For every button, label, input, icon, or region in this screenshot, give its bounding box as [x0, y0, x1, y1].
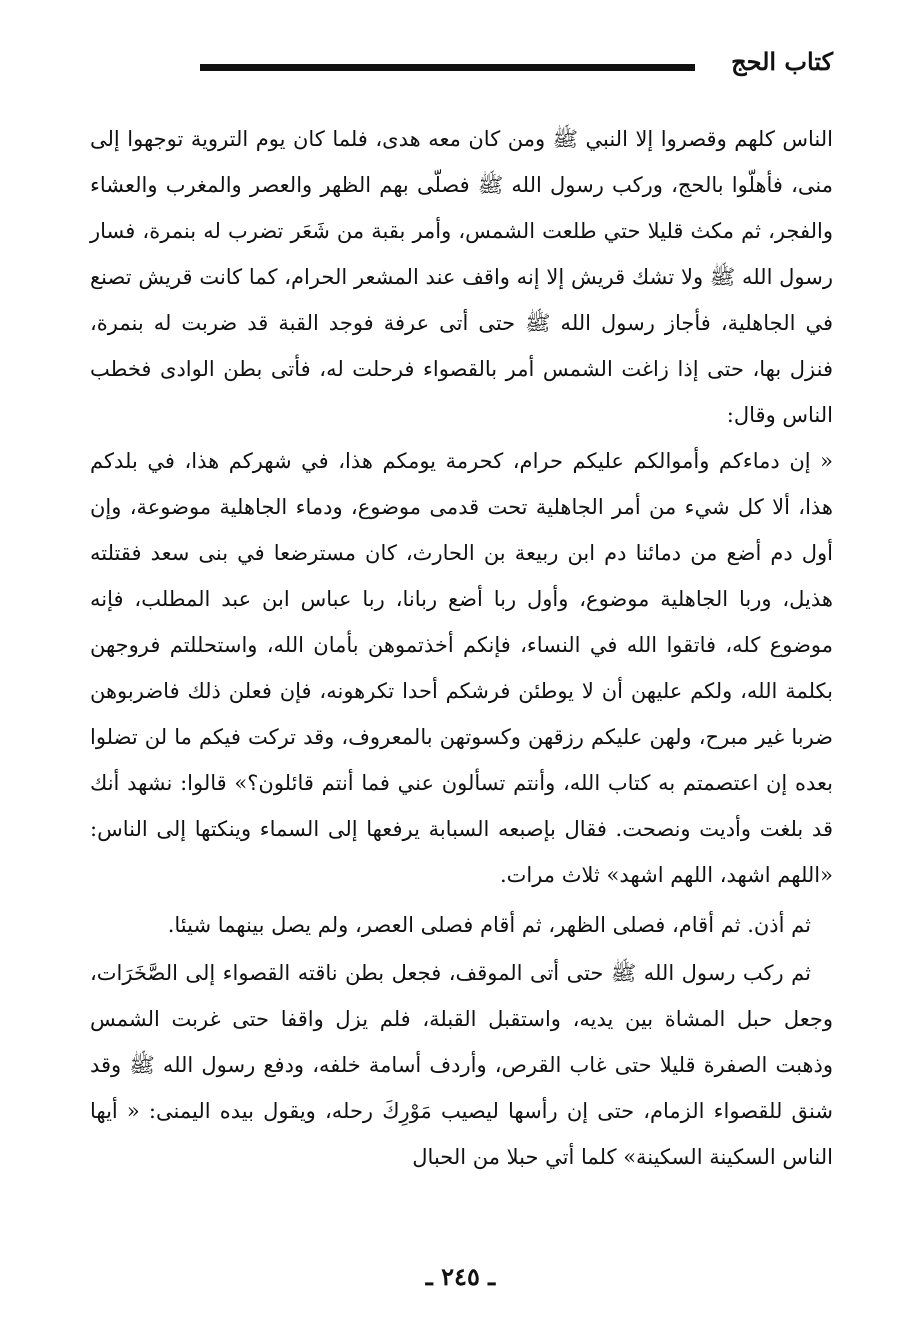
running-header [200, 40, 833, 96]
chapter-title: كتاب الحج [731, 47, 833, 76]
paragraph-hajj-narrative: الناس كلهم وقصروا إلا النبي ﷺ ومن كان معه هدى، فلما كان يوم التروية توجهوا إلى منى، فأهلّوا بالحج، وركب رسول الله ﷺ فصلّى بهم الظهر والعصر والمغرب والعشاء والفجر، ثم مكث قليلا حتي طلعت الشمس، وأمر بقبة من شَعَر تضرب له بنمرة، فسار رسول الله ﷺ ولا تشك قريش إلا إنه واقف عند المشعر الحرام، كما كانت قريش تصنع في الجاهلية، فأجاز رسول الله ﷺ حتى أتى عرفة فوجد القبة قد ضربت له بنمرة، فنزل بها، حتى إذا زاغت الشمس أمر بالقصواء فرحلت له، فأتى بطن الوادى فخطب الناس وقال: [90, 127, 833, 427]
paragraph-standing-at-arafat: ثم ركب رسول الله ﷺ حتى أتى الموقف، فجعل بطن ناقته القصواء إلى الصَّخَرَات، وجعل حبل المشاة بين يديه، واستقبل القبلة، فلم يزل واقفا حتى غربت الشمس وذهبت الصفرة قليلا حتى غاب القرص، وأردف أسامة خلفه، ودفع رسول الله ﷺ وقد شنق للقصواء الزمام، حتى إن رأسها ليصيب مَوْرِكَ رحله، ويقول بيده اليمنى: « أيها الناس السكينة السكينة» كلما أتي حبلا من الحبال [90, 961, 833, 1169]
page-number: ـ ٢٤٥ ـ [425, 1262, 496, 1291]
paragraph-farewell-sermon: « إن دماءكم وأموالكم عليكم حرام، كحرمة يومكم هذا، في شهركم هذا، في بلدكم هذا، ألا كل شيء من أمر الجاهلية تحت قدمى موضوع، ودماء الجاهلية موضوعة، وإن أول دم أضع من دمائنا دم ابن ربيعة بن الحارث، كان مسترضعا في بنى سعد فقتلته هذيل، وربا الجاهلية موضوع، وأول ربا أضع ربانا، ربا عباس ابن عبد المطلب، فإنه موضوع كله، فاتقوا الله في النساء، فإنكم أخذتموهن بأمان الله، واستحللتم فروجهن بكلمة الله، ولكم عليهن أن لا يوطئن فرشكم أحدا تكرهونه، فإن فعلن ذلك فاضربوهن ضربا غير مبرح، ولهن عليكم رزقهن وكسوتهن بالمعروف، وقد تركت فيكم ما لن تضلوا بعده إن اعتصمتم به كتاب الله، وأنتم تسألون عني فما أنتم قائلون؟» قالوا: نشهد أنك قد بلغت وأديت ونصحت. فقال بإصبعه السبابة يرفعها إلى السماء وينكتها إلى الناس: «اللهم اشهد، اللهم اشهد» ثلاث مرات. [90, 449, 833, 887]
header-rule [200, 64, 695, 71]
text-body [90, 116, 833, 1180]
paragraph-prayers: ثم أذن. ثم أقام، فصلى الظهر، ثم أقام فصلى العصر، ولم يصل بينهما شيئا. [167, 913, 811, 937]
